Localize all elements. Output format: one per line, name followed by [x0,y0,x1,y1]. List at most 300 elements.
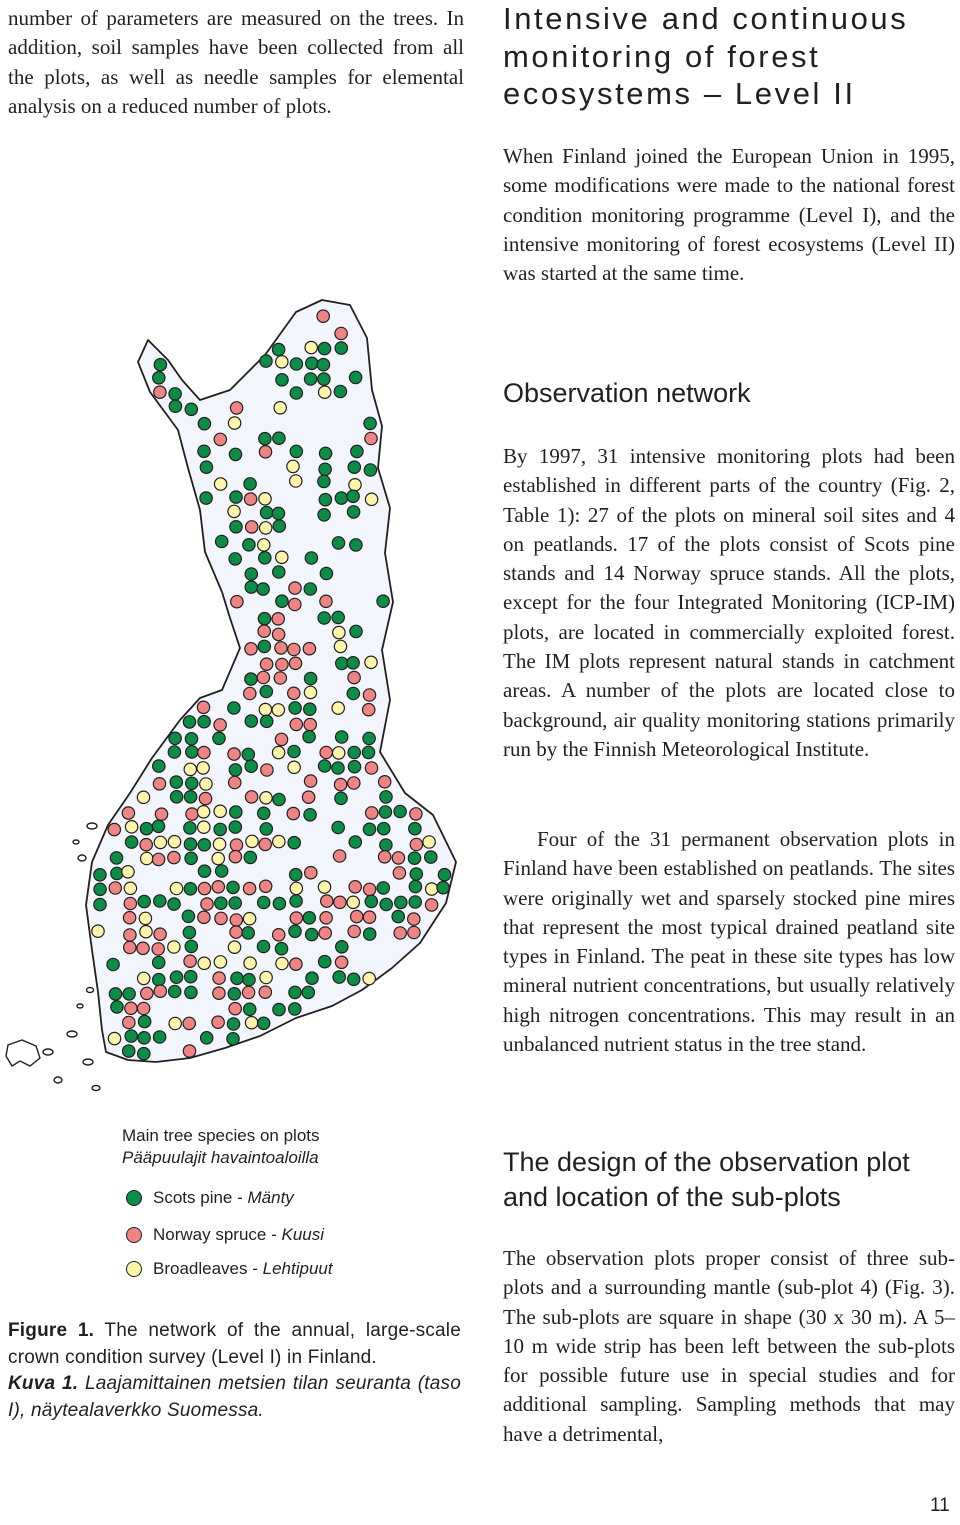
norway-spruce-plot-marker [288,687,300,699]
scots-pine-plot-marker [169,388,181,400]
broadleaves-plot-marker [212,852,224,864]
scots-pine-plot-marker [185,403,197,415]
norway-spruce-plot-marker [212,1016,224,1028]
broadleaves-plot-marker [273,835,285,847]
norway-spruce-plot-marker [290,718,302,730]
scots-pine-plot-marker [332,821,344,833]
scots-pine-plot-marker [245,760,257,772]
scots-pine-plot-marker [408,852,420,864]
scots-pine-plot-marker [350,625,362,637]
scots-pine-plot-marker [276,595,288,607]
scots-pine-plot-marker [230,806,242,818]
norway-spruce-plot-marker [333,850,345,862]
norway-spruce-plot-marker [320,746,332,758]
scots-pine-plot-marker [306,972,318,984]
scots-pine-plot-marker [138,895,150,907]
scots-pine-plot-marker [306,357,318,369]
scots-pine-plot-marker [347,687,359,699]
scots-pine-plot-marker [185,733,197,745]
scots-pine-plot-marker [336,731,348,743]
scots-pine-plot-marker [94,898,106,910]
broadleaves-plot-marker [365,656,377,668]
scots-pine-plot-marker [245,715,257,727]
scots-pine-plot-marker [242,927,254,939]
page-number: 11 [930,1495,950,1516]
broadleaves-plot-marker [200,778,212,790]
scots-pine-plot-marker [138,1015,150,1027]
scots-pine-plot-marker [259,552,271,564]
scots-pine-plot-marker [290,387,302,399]
norway-spruce-plot-marker [275,642,287,654]
broadleaves-plot-marker [228,505,240,517]
norway-spruce-plot-marker [140,839,152,851]
aland-main-island [6,1040,40,1066]
scots-pine-plot-marker [261,715,273,727]
scots-pine-plot-marker [140,823,152,835]
norway-spruce-plot-marker [321,895,333,907]
scots-pine-plot-marker [305,552,317,564]
norway-spruce-plot-marker [214,433,226,445]
scots-pine-plot-marker [288,745,300,757]
scots-pine-plot-marker [228,988,240,1000]
island [43,1049,53,1055]
norway-spruce-plot-marker [213,987,225,999]
scots-pine-plot-marker [258,807,270,819]
scots-pine-plot-marker [318,509,330,521]
scots-pine-plot-marker [336,657,348,669]
scots-pine-plot-marker [214,823,226,835]
scots-pine-plot-marker [364,928,376,940]
norway-spruce-plot-marker [124,897,136,909]
scots-pine-plot-marker [273,566,285,578]
observation-network-heading: Observation network [503,378,751,408]
scots-pine-plot-marker [363,823,375,835]
norway-spruce-plot-marker [152,853,164,865]
norway-spruce-plot-marker [154,985,166,997]
broadleaves-plot-marker [197,762,209,774]
scots-pine-plot-marker [125,1030,137,1042]
broadleaves-plot-marker [243,913,255,925]
norway-spruce-plot-marker [366,807,378,819]
scots-pine-plot-marker [185,986,197,998]
scots-pine-plot-marker [170,971,182,983]
scots-pine-plot-marker [348,746,360,758]
scots-pine-plot-marker [379,806,391,818]
island [83,1059,93,1065]
aland-islands [6,823,100,1091]
broadleaves-plot-marker [290,882,302,894]
scots-pine-plot-marker [317,359,329,371]
scots-pine-plot-marker [275,943,287,955]
broadleaves-plot-marker [124,882,136,894]
norway-spruce-plot-marker [363,689,375,701]
norway-spruce-plot-marker [229,1003,241,1015]
figure-label-finnish: Kuva 1. [8,1373,79,1394]
scots-pine-plot-marker [351,445,363,457]
scots-pine-plot-marker [273,432,285,444]
scots-pine-plot-marker [348,461,360,473]
scots-pine-plot-marker [138,1048,150,1060]
norway-spruce-plot-marker [229,851,241,863]
norway-spruce-plot-marker [231,596,243,608]
scots-pine-plot-marker [169,400,181,412]
scots-pine-plot-marker [244,851,256,863]
norway-spruce-plot-marker [272,628,284,640]
norway-spruce-plot-marker [155,808,167,820]
scots-pine-plot-marker [318,373,330,385]
scots-pine-plot-marker [347,657,359,669]
scots-pine-plot-marker [347,506,359,518]
norway-spruce-plot-marker [289,598,301,610]
broadleaves-plot-marker [141,852,153,864]
figure-label: Figure 1. [8,1320,95,1341]
broadleaves-plot-marker [272,746,284,758]
broadleaves-plot-marker [272,704,284,716]
scots-pine-plot-marker [377,882,389,894]
scots-pine-plot-marker [182,910,194,922]
scots-pine-plot-marker [216,865,228,877]
scots-pine-plot-marker [350,539,362,551]
broadleaves-plot-marker [170,882,182,894]
legend-label-scots-pine: Scots pine [153,1188,233,1207]
scots-pine-plot-marker [257,583,269,595]
broadleaves-plot-marker [92,925,104,937]
norway-spruce-plot-marker [198,746,210,758]
scots-pine-plot-marker [336,941,348,953]
norway-spruce-plot-marker [378,851,390,863]
scots-pine-plot-marker [123,1045,135,1057]
broadleaves-plot-marker [347,896,359,908]
scots-pine-plot-marker [380,898,392,910]
scots-pine-plot-marker [335,342,347,354]
scots-pine-plot-marker [302,986,314,998]
island [54,1077,62,1083]
scots-pine-plot-marker [111,1001,123,1013]
scots-pine-plot-marker [349,836,361,848]
norway-spruce-plot-marker [199,792,211,804]
norway-spruce-plot-marker [289,657,301,669]
norway-spruce-plot-marker [320,912,332,924]
broadleaves-plot-marker [426,883,438,895]
scots-pine-plot-marker [184,838,196,850]
broadleaves-plot-marker [333,747,345,759]
norway-spruce-plot-marker [154,386,166,398]
scots-pine-plot-marker [303,731,315,743]
island [87,988,94,993]
scots-pine-plot-marker [229,448,241,460]
scots-pine-plot-marker [245,581,257,593]
scots-pine-plot-marker [229,821,241,833]
broadleaves-plot-marker [276,551,288,563]
norway-spruce-plot-marker [272,613,284,625]
broadleaves-plot-marker [154,836,166,848]
broadleaves-plot-marker [259,493,271,505]
scots-pine-plot-marker [111,867,123,879]
scots-pine-plot-marker [183,716,195,728]
norway-spruce-plot-marker [230,402,242,414]
scots-pine-plot-marker [335,492,347,504]
scots-pine-plot-marker [170,791,182,803]
norway-spruce-plot-marker [302,791,314,803]
scots-pine-plot-marker [347,490,359,502]
broadleaves-plot-marker [213,838,225,850]
scots-pine-plot-marker [260,355,272,367]
norway-spruce-plot-marker [317,310,329,322]
broadleaves-plot-marker [228,941,240,953]
norway-spruce-plot-marker [275,733,287,745]
broadleaves-plot-marker [287,460,299,472]
scots-pine-plot-marker [198,716,210,728]
scots-pine-plot-marker [273,793,285,805]
broadleaves-plot-marker [198,957,210,969]
norway-spruce-plot-marker [288,643,300,655]
broadleaves-plot-marker [333,626,345,638]
broadleaves-plot-marker [304,686,316,698]
scots-pine-plot-marker [409,823,421,835]
norway-spruce-plot-marker [244,493,256,505]
norway-spruce-plot-marker [152,943,164,955]
scots-pine-plot-marker [318,760,330,772]
scots-pine-plot-marker [304,703,316,715]
finland-plot-map [0,295,470,1095]
norway-spruce-plot-marker [259,446,271,458]
norway-spruce-plot-marker [242,986,254,998]
broadleaves-plot-marker [260,522,272,534]
scots-pine-plot-marker [258,640,270,652]
scots-pine-plot-marker [380,791,392,803]
norway-spruce-plot-marker [215,912,227,924]
broadleaves-plot-marker [319,386,331,398]
island [67,1031,77,1037]
norway-spruce-plot-marker [244,687,256,699]
scots-pine-plot-marker [154,895,166,907]
scots-pine-plot-marker [227,881,239,893]
scots-pine-plot-marker [200,461,212,473]
broadleaves-plot-marker [244,957,256,969]
scots-pine-plot-marker [260,823,272,835]
broadleaves-plot-marker [423,836,435,848]
norway-spruce-plot-marker [168,851,180,863]
scots-pine-plot-marker [227,1018,239,1030]
norway-spruce-plot-marker [197,701,209,713]
scots-pine-plot-marker [332,537,344,549]
scots-pine-plot-marker [258,1017,270,1029]
norway-spruce-plot-marker [186,808,198,820]
norway-spruce-plot-marker [213,972,225,984]
scots-pine-plot-marker [392,910,404,922]
norway-spruce-plot-marker [348,925,360,937]
design-section-paragraph: The observation plots proper consist of three sub-plots and a surrounding mantle (sub-plot 4) (Fig. 3). The sub-plots are square in shape (30 x 30 m). A 5–10 m wide strip has been left between the sub-plots for possible future use in special studies and for additional sampling. Sampling methods that may have a detrimental, [503,1246,955,1446]
scots-pine-plot-marker [377,595,389,607]
scots-pine-plot-marker [289,986,301,998]
norway-spruce-plot-marker [365,762,377,774]
scots-pine-plot-marker [229,897,241,909]
scots-pine-plot-marker [107,958,119,970]
scots-pine-marker-icon [126,1190,142,1206]
scots-pine-plot-marker [304,672,316,684]
broadleaves-plot-marker [260,971,272,983]
scots-pine-plot-marker [304,373,316,385]
norway-spruce-plot-marker [365,432,377,444]
design-section-heading [503,1145,955,1215]
norway-spruce-plot-marker [394,927,406,939]
scots-pine-plot-marker [273,1003,285,1015]
scots-pine-plot-marker [243,974,255,986]
scots-pine-plot-marker [362,746,374,758]
scots-pine-plot-marker [169,732,181,744]
island [73,840,79,844]
broadleaves-plot-marker [168,836,180,848]
scots-pine-plot-marker [273,520,285,532]
norway-spruce-plot-marker [349,881,361,893]
norway-spruce-plot-marker [274,672,286,684]
main-heading [503,0,953,113]
broadleaves-plot-marker [122,866,134,878]
scots-pine-plot-marker [229,553,241,565]
norway-spruce-plot-marker [243,882,255,894]
scots-pine-plot-marker [304,809,316,821]
norway-spruce-plot-marker [141,987,153,999]
norway-spruce-plot-marker [351,910,363,922]
broadleaves-plot-marker [334,640,346,652]
scots-pine-plot-marker [184,822,196,834]
scots-pine-plot-marker [198,418,210,430]
scots-pine-plot-marker [272,343,284,355]
scots-pine-plot-marker [318,342,330,354]
scots-pine-plot-marker [229,764,241,776]
norway-spruce-plot-marker [392,852,404,864]
scots-pine-plot-marker [153,372,165,384]
norway-spruce-plot-marker [348,671,360,683]
scots-pine-plot-marker [154,359,166,371]
scots-pine-plot-marker [153,956,165,968]
scots-pine-plot-marker [200,492,212,504]
scots-pine-plot-marker [364,417,376,429]
scots-pine-plot-marker [319,447,331,459]
norway-spruce-plot-marker [245,791,257,803]
norway-spruce-plot-marker [154,928,166,940]
norway-spruce-plot-marker [214,719,226,731]
figure-caption [8,1318,461,1424]
norway-spruce-plot-marker [261,764,273,776]
scots-pine-plot-marker [230,521,242,533]
scots-pine-plot-marker [363,732,375,744]
norway-spruce-plot-marker [183,1045,195,1057]
norway-spruce-plot-marker [260,880,272,892]
island [92,1086,100,1091]
norway-spruce-marker-icon [126,1227,142,1243]
norway-spruce-plot-marker [108,823,120,835]
scots-pine-plot-marker [94,869,106,881]
legend-label-norway-spruce-fi: Kuusi [281,1225,325,1244]
norway-spruce-plot-marker [137,1002,149,1014]
norway-spruce-plot-marker [289,582,301,594]
scots-pine-plot-marker [334,385,346,397]
scots-pine-plot-marker [244,478,256,490]
scots-pine-plot-marker [201,1032,213,1044]
scots-pine-plot-marker [364,464,376,476]
scots-pine-plot-marker [245,568,257,580]
norway-spruce-plot-marker [290,958,302,970]
broadleaves-plot-marker [274,402,286,414]
norway-spruce-plot-marker [153,778,165,790]
scots-pine-plot-marker [306,928,318,940]
broadleaves-plot-marker [276,356,288,368]
observation-network-paragraph-1: By 1997, 31 intensive monitoring plots had been established in different parts of the country (Fig. 2, Table 1): 27 of the plots on mineral soil sites and 4 on peatlands. 17 of the plots consist of Scots pine stands and 14 Norway spruce stands. All the plots, except for the four Integrated Monitoring (ICP-IM) plots, are located in commercially exploited forest. The IM plots represent natural stands in catchment areas. A number of the plots are located close to background, air quality monitoring stations primarily run by the Finnish Meteorological Institute. [503,444,955,761]
broadleaves-plot-marker [108,1032,120,1044]
scots-pine-plot-marker [184,883,196,895]
norway-spruce-plot-marker [109,882,121,894]
scots-pine-plot-marker [365,895,377,907]
scots-pine-plot-marker [260,506,272,518]
scots-pine-plot-marker [272,507,284,519]
broadleaves-marker-icon [126,1261,142,1277]
broadleaves-plot-marker [139,912,151,924]
scots-pine-plot-marker [425,851,437,863]
norway-spruce-plot-marker [363,704,375,716]
scots-pine-plot-marker [319,956,331,968]
scots-pine-plot-marker [319,463,331,475]
norway-spruce-plot-marker [410,808,422,820]
scots-pine-plot-marker [348,761,360,773]
norway-spruce-plot-marker [408,926,420,938]
island [87,823,97,829]
scots-pine-plot-marker [335,792,347,804]
legend-label-broadleaves-fi: Lehtipuut [262,1259,333,1278]
scots-pine-plot-marker [290,358,302,370]
broadleaves-plot-marker [349,479,361,491]
norway-spruce-plot-marker [260,658,272,670]
norway-spruce-plot-marker [363,911,375,923]
norway-spruce-plot-marker [230,839,242,851]
legend-label-broadleaves: Broadleaves [153,1259,248,1278]
scots-pine-plot-marker [289,1003,301,1015]
norway-spruce-plot-marker [184,955,196,967]
norway-spruce-plot-marker [425,899,437,911]
norway-spruce-plot-marker [228,748,240,760]
scots-pine-plot-marker [303,912,315,924]
norway-spruce-plot-marker [229,776,241,788]
scots-pine-plot-marker [257,940,269,952]
scots-pine-plot-marker [245,673,257,685]
norway-spruce-plot-marker [198,911,210,923]
norway-spruce-plot-marker [348,777,360,789]
norway-spruce-plot-marker [123,912,135,924]
scots-pine-plot-marker [378,823,390,835]
norway-spruce-plot-marker [230,926,242,938]
legend-title-finnish: Pääpuulajit havaintoaloilla [122,1148,319,1167]
scots-pine-plot-marker [198,865,210,877]
legend-title: Main tree species on plots [122,1126,320,1145]
scots-pine-plot-marker [290,869,302,881]
norway-spruce-plot-marker [379,776,391,788]
scots-pine-plot-marker [242,748,254,760]
broadleaves-plot-marker [140,926,152,938]
scots-pine-plot-marker [318,612,330,624]
scots-pine-plot-marker [276,374,288,386]
scots-pine-plot-marker [394,805,406,817]
scots-pine-plot-marker [185,940,197,952]
norway-spruce-plot-marker [303,643,315,655]
scots-pine-plot-marker [243,539,255,551]
norway-spruce-plot-marker [335,327,347,339]
scots-pine-plot-marker [259,433,271,445]
norway-spruce-plot-marker [257,671,269,683]
broadleaves-plot-marker [246,835,258,847]
scots-pine-plot-marker [198,445,210,457]
broadleaves-plot-marker [260,792,272,804]
scots-pine-plot-marker [258,896,270,908]
